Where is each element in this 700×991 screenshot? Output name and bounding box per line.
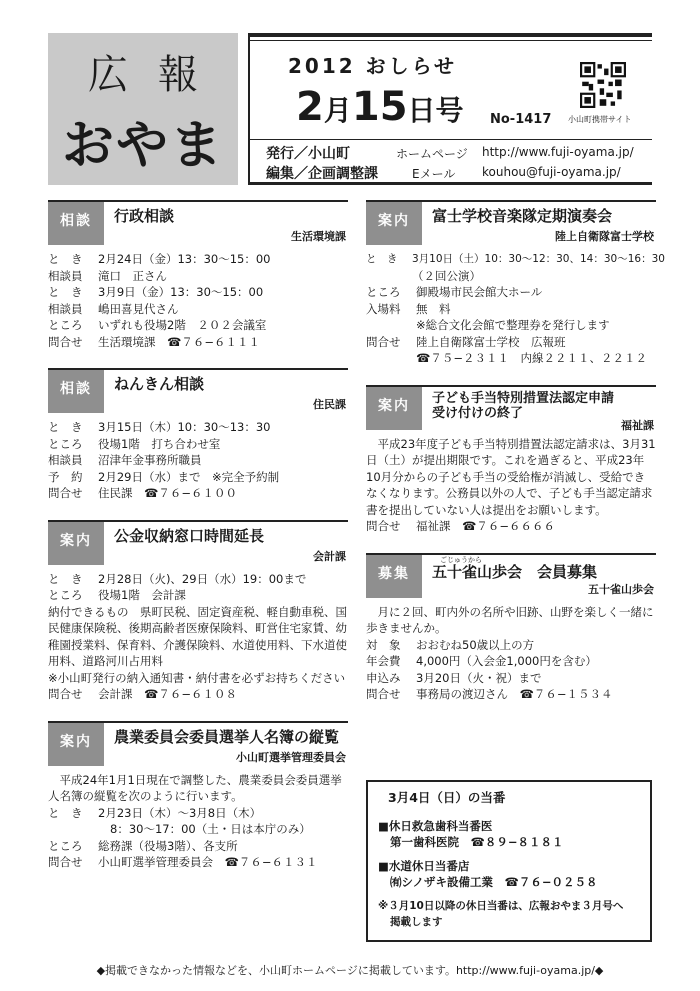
section-header — [48, 200, 348, 245]
row-key: と き — [48, 285, 83, 299]
row-key: 問合せ — [48, 855, 83, 869]
row-key: 相談員 — [48, 268, 83, 283]
issue-month-unit: 月 — [323, 94, 352, 127]
footer-note: ◆掲載できなかった情報などを、小山町ホームページに掲載しています。http://www.fuji-oyama.jp/◆ — [96, 964, 604, 977]
contact-tel: ☎７５−２３１１ 内線２２１１、２２１２ — [416, 351, 647, 365]
row-key: 入場料 — [366, 301, 401, 316]
row-key: と き — [366, 253, 398, 265]
duty-note-2: 掲載します — [390, 916, 443, 928]
row-key: 問合せ — [366, 687, 401, 701]
row-key: 申込み — [366, 670, 401, 685]
info-row — [48, 686, 348, 703]
section-header — [366, 553, 656, 598]
issue-month-num: 2 — [296, 84, 324, 130]
section-title: ねんきん相談 — [114, 375, 205, 393]
logo-top-text: 広報 — [88, 52, 228, 98]
section-tag: 案内 — [366, 387, 422, 430]
info-row — [48, 436, 348, 453]
row-value: 3月9日（金）13：30〜15：00 — [98, 285, 264, 299]
holiday-duty-box — [366, 780, 652, 942]
row-key: 対 象 — [366, 637, 401, 652]
row-value: 住民課 ☎７６−６１００ — [98, 486, 237, 500]
kodomo-teate-section — [366, 385, 656, 535]
info-row — [48, 571, 348, 588]
section-title-line1: 子ども手当特別措置法認定申請 — [432, 390, 615, 406]
section-dept: 五十雀山歩会 — [588, 582, 654, 596]
row-key: 問合せ — [48, 687, 83, 701]
info-row — [48, 419, 348, 436]
section-header — [48, 721, 348, 766]
section-paragraph: 平成24年1月1日現在で調整した、農業委員会委員選挙人名簿の縦覧を次のように行います。 — [48, 772, 342, 803]
section-dept: 陸上自衛隊富士学校 — [555, 230, 654, 243]
section-title: 富士学校音楽隊定期演奏会 — [432, 207, 613, 225]
duty-note-1: ※３月10日以降の休日当番は、広報おやま３月号へ — [378, 900, 624, 912]
row-key: ところ — [48, 436, 83, 451]
issue-day-num: 15 — [351, 84, 408, 130]
section-title — [432, 391, 614, 421]
nenkin-soudan-section — [48, 368, 348, 502]
row-value: 2月23日（木）〜3月8日（木） — [98, 805, 262, 820]
info-row — [366, 334, 656, 351]
year-line: 2012 おしらせ — [288, 54, 458, 78]
row-key: 相談員 — [48, 453, 83, 467]
info-row — [48, 805, 348, 822]
section-dept: 会計課 — [313, 549, 346, 563]
info-row — [48, 838, 348, 855]
info-row — [48, 301, 348, 318]
info-row — [48, 485, 348, 502]
row-value: 2月28日（火)、29日（水）19：00まで — [98, 571, 307, 586]
row-key: ところ — [48, 318, 83, 332]
row-value: おおむね50歳以上の方 — [416, 637, 535, 652]
row-value: 役場1階 会計課 — [98, 588, 186, 602]
nougyou-section — [48, 721, 348, 871]
title-ruby: ごじゅうから — [440, 555, 482, 564]
row-key: と き — [48, 571, 83, 586]
water-label: ■水道休日当番店 — [378, 859, 470, 873]
section-dept: 生活環境課 — [291, 230, 346, 243]
section-title: 公金収納窓口時間延長 — [114, 526, 265, 545]
homepage-link[interactable]: http://www.fuji-oyama.jp/ — [482, 145, 634, 159]
payable-items: 納付できるもの 県町民税、固定資産税、軽自動車税、国民健康保険税、後期高齢者医療保険料、町営住宅家賃、幼稚園授業料、保育料、介護保険料、水道使用料、下水道使用料、道路河川占用料 — [48, 604, 347, 668]
info-row — [48, 854, 348, 871]
row-value: 4,000円（入会金1,000円を含む） — [416, 654, 597, 668]
row-value: いずれも役場2階 ２０２会議室 — [98, 318, 267, 332]
gyosei-soudan-section — [48, 200, 348, 350]
row-value: 会計課 ☎７６−６１０８ — [98, 687, 237, 701]
row-value: 事務局の渡辺さん ☎７６−１５３４ — [416, 687, 613, 701]
row-key: 相談員 — [48, 301, 83, 316]
row-key: 問合せ — [366, 334, 401, 349]
issue-date — [296, 84, 464, 130]
email-label: Eメール — [412, 167, 456, 181]
row-value: 御殿場市民会館大ホール — [416, 285, 543, 299]
info-row — [48, 284, 348, 301]
row-value: 3月10日（土）10：30〜12：30、14：30〜16：30 — [412, 253, 665, 265]
info-row — [48, 452, 348, 469]
section-tag: 相談 — [48, 202, 104, 245]
issue-day-unit: 日号 — [407, 94, 464, 127]
logo-main-text: おやま — [61, 115, 224, 176]
info-row — [48, 251, 348, 268]
section-dept: 福祉課 — [621, 418, 654, 432]
section-header — [366, 200, 656, 245]
row-key: ところ — [366, 285, 401, 299]
issue-number: No-1417 — [490, 112, 552, 127]
ongakutai-section — [366, 200, 665, 367]
section-note: ※総合文化会館で整理券を発行します — [416, 318, 610, 332]
row-value: 3月15日（木）10：30〜13：30 — [98, 420, 271, 434]
row-key: と き — [48, 805, 83, 820]
row-value: 沼津年金事務所職員 — [98, 453, 202, 467]
show-count: （２回公演） — [412, 268, 481, 283]
info-row — [366, 301, 656, 318]
info-row — [366, 653, 656, 670]
row-key: ところ — [48, 588, 83, 602]
section-paragraph: 月に２回、町内外の名所や旧跡、山野を楽しく一緒に歩きませんか。 — [366, 604, 654, 635]
section-header — [48, 368, 348, 413]
info-row — [48, 317, 348, 334]
row-value: 総務課（役場3階）、各支所 — [98, 838, 238, 853]
left-column — [48, 200, 348, 889]
section-tag: 募集 — [366, 555, 422, 598]
row-value: 生活環境課 ☎７６−６１１１ — [98, 334, 260, 349]
info-row — [366, 518, 656, 535]
info-row — [366, 284, 656, 301]
masthead-rule — [248, 40, 652, 41]
editor: 編集／企画調整課 — [266, 166, 378, 182]
section-title: 農業委員会委員選挙人名簿の縦覧 — [114, 727, 340, 746]
section-title-text: 五十雀山歩会 会員募集 — [432, 562, 598, 581]
row-value: 陸上自衛隊富士学校 広報班 — [416, 334, 566, 349]
row-value: 2月24日（金）13：30〜15：00 — [98, 252, 271, 266]
row-value: 小山町選挙管理委員会 ☎７６−６１３１ — [98, 855, 318, 869]
publisher: 発行／小山町 — [266, 146, 350, 162]
water-value: ㈲シノザキ設備工業 ☎７６−０２５８ — [390, 875, 598, 889]
section-note: ※小山町発行の納入通知書・納付書を必ずお持ちください — [48, 670, 346, 685]
row-value: 嶋田喜見代さん — [98, 301, 179, 316]
section-tag: 案内 — [48, 522, 104, 565]
section-tag: 案内 — [48, 723, 104, 766]
section-title — [432, 556, 597, 581]
row-value: 2月29日（水）まで ※完全予約制 — [98, 469, 280, 484]
masthead-logo — [48, 33, 238, 185]
row-value: 福祉課 ☎７６−６６６６ — [416, 519, 555, 533]
section-header — [48, 520, 348, 565]
section-tag: 案内 — [366, 202, 422, 245]
koukin-section — [48, 520, 348, 703]
gojuukara-section — [366, 553, 656, 703]
row-key: 問合せ — [366, 519, 401, 533]
info-row — [48, 334, 348, 351]
dental-label: ■休日救急歯科当番医 — [378, 819, 493, 833]
row-key: 問合せ — [48, 334, 83, 349]
right-column — [366, 200, 665, 721]
dental-value: 第一歯科医院 ☎８９−８１８１ — [390, 835, 564, 849]
info-row — [48, 587, 348, 604]
row-value: 無 料 — [416, 301, 451, 316]
email-link[interactable]: kouhou@fuji-oyama.jp/ — [482, 165, 621, 179]
section-tag: 相談 — [48, 370, 104, 413]
section-header — [366, 385, 656, 430]
info-row — [48, 469, 348, 486]
row-key: と き — [48, 252, 83, 266]
row-key: と き — [48, 420, 83, 434]
info-row — [366, 637, 656, 654]
info-row — [366, 251, 665, 268]
section-title-line2: 受け付けの終了 — [432, 405, 524, 421]
masthead-separator — [250, 139, 652, 140]
section-title: 行政相談 — [114, 207, 175, 225]
qr-code-icon[interactable] — [580, 62, 626, 108]
section-dept: 住民課 — [313, 398, 346, 411]
homepage-label: ホームページ — [396, 147, 468, 161]
time-detail: 8：30〜17：00（土・日は本庁のみ） — [110, 822, 311, 836]
row-value: 3月20日（火・祝）まで — [416, 670, 542, 685]
duty-title: 3月4日（日）の当番 — [388, 790, 506, 805]
row-key: 年会費 — [366, 654, 401, 668]
section-paragraph: 平成23年度子ども手当特別措置法認定請求は、3月31日（土）が提出期限です。これを過ぎると、平成23年10月分からの子ども手当の受給権が消滅し、受給できなくなります。公務員以外の人で、子ども手当認定請求書を提出していない人は提出をお願いします。 — [366, 436, 656, 517]
info-row — [48, 268, 348, 285]
row-key: 予 約 — [48, 469, 83, 484]
row-key: ところ — [48, 838, 83, 853]
row-key: 問合せ — [48, 486, 83, 500]
qr-label: 小山町携帯サイト — [568, 115, 632, 124]
row-value: 役場1階 打ち合わせ室 — [98, 436, 221, 451]
row-value: 滝口 正さん — [98, 268, 167, 283]
info-row — [366, 670, 656, 687]
section-dept: 小山町選挙管理委員会 — [236, 750, 346, 764]
info-row — [366, 686, 656, 703]
